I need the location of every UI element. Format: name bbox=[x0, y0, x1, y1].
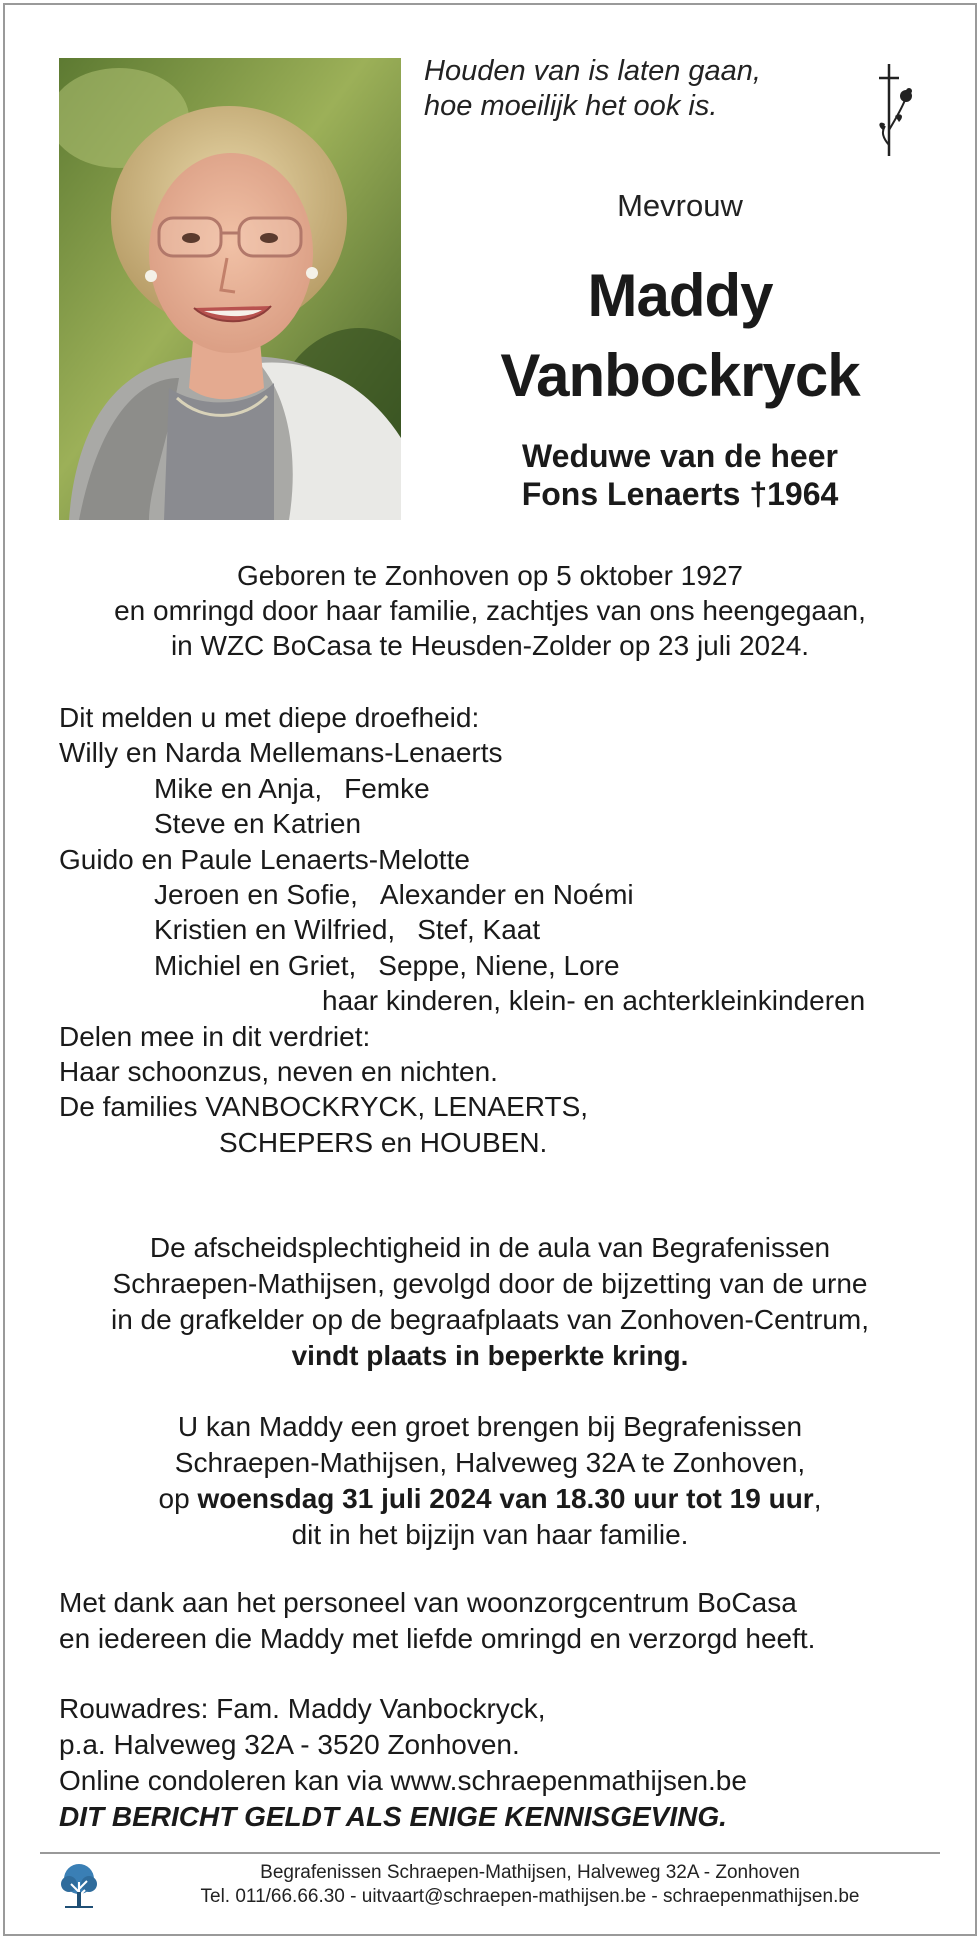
visit-line: U kan Maddy een groet brengen bij Begrafenissen bbox=[177, 1411, 803, 1442]
widow-line-1: Weduwe van de heer bbox=[522, 438, 838, 474]
tree-logo-icon bbox=[59, 1862, 99, 1908]
first-name: Maddy bbox=[587, 262, 773, 329]
poem bbox=[424, 54, 761, 124]
grandchildren-row: Jeroen en Sofie, Alexander en Noémi bbox=[154, 879, 634, 911]
visit-datetime: woensdag 31 juli 2024 van 18.30 uur tot 19 uur bbox=[197, 1483, 814, 1514]
ceremony-info bbox=[40, 1230, 940, 1374]
cross-with-rose-icon bbox=[875, 60, 923, 160]
footer-divider bbox=[40, 1852, 940, 1854]
ceremony-line: in de grafkelder op de begraafplaats van Zonhoven-Centrum, bbox=[110, 1304, 870, 1335]
born-line-3: in WZC BoCasa te Heusden-Zolder op 23 juli 2024. bbox=[170, 630, 810, 661]
inlaws: Haar schoonzus, neven en nichten. bbox=[59, 1056, 498, 1088]
families-line-2: SCHEPERS en HOUBEN. bbox=[219, 1126, 548, 1158]
footer-line-1: Begrafenissen Schraepen-Mathijsen, Halveweg 32A - Zonhoven bbox=[260, 1862, 800, 1883]
birth-death-info bbox=[40, 558, 940, 663]
grandchildren-row: Steve en Katrien bbox=[154, 808, 362, 840]
visitation-info bbox=[40, 1409, 940, 1553]
branch-parents: Guido en Paule Lenaerts-Melotte bbox=[59, 843, 470, 875]
visit-line: Schraepen-Mathijsen, Halveweg 32A te Zonhoven, bbox=[174, 1447, 806, 1478]
funeral-home-footer bbox=[100, 1861, 960, 1909]
poem-line-2: hoe moeilijk het ook is. bbox=[424, 90, 718, 122]
widow-line-2: Fons Lenaerts †1964 bbox=[521, 476, 839, 512]
branch-parents: Willy en Narda Mellemans-Lenaerts bbox=[59, 737, 503, 769]
families-line-1: De families VANBOCKRYCK, LENAERTS, bbox=[59, 1091, 589, 1123]
condolence-link[interactable]: Online condoleren kan via www.schraepenmathijsen.be bbox=[59, 1765, 747, 1796]
born-line-2: en omringd door haar familie, zachtjes van ons heengegaan, bbox=[114, 595, 866, 626]
visit-line: dit in het bijzijn van haar familie. bbox=[291, 1519, 689, 1550]
family-intro: Dit melden u met diepe droefheid: bbox=[59, 702, 480, 733]
ceremony-restricted: vindt plaats in beperkte kring. bbox=[291, 1340, 689, 1371]
thanks-line: en iedereen die Maddy met liefde omringd en verzorgd heeft. bbox=[59, 1623, 816, 1654]
grandchildren-row: Kristien en Wilfried, Stef, Kaat bbox=[154, 914, 541, 946]
grandchildren-row: Michiel en Griet, Seppe, Niene, Lore bbox=[154, 949, 620, 981]
honorific: Mevrouw bbox=[617, 188, 743, 223]
share-intro: Delen mee in dit verdriet: bbox=[59, 1020, 371, 1052]
ceremony-line: De afscheidsplechtigheid in de aula van Begrafenissen bbox=[149, 1232, 831, 1263]
last-name: Vanbockryck bbox=[500, 342, 860, 409]
portrait-photo bbox=[59, 58, 401, 520]
family-list bbox=[59, 700, 865, 1160]
widow-of bbox=[420, 437, 940, 513]
address-line: p.a. Halveweg 32A - 3520 Zonhoven. bbox=[59, 1729, 520, 1760]
grandchildren-row: Mike en Anja, Femke bbox=[154, 772, 430, 804]
deceased-name bbox=[420, 256, 940, 416]
address-line: Rouwadres: Fam. Maddy Vanbockryck, bbox=[59, 1693, 546, 1724]
mourning-address bbox=[59, 1691, 747, 1835]
poem-line-1: Houden van is laten gaan, bbox=[424, 55, 761, 87]
footer-line-2: Tel. 011/66.66.30 - uitvaart@schraepen-mathijsen.be - schraepenmathijsen.be bbox=[200, 1886, 860, 1907]
thanks-line: Met dank aan het personeel van woonzorgcentrum BoCasa bbox=[59, 1587, 797, 1618]
ceremony-line: Schraepen-Mathijsen, gevolgd door de bijzetting van de urne bbox=[112, 1268, 868, 1299]
sole-notice: DIT BERICHT GELDT ALS ENIGE KENNISGEVING. bbox=[59, 1801, 727, 1832]
children-line: haar kinderen, klein- en achterkleinkinderen bbox=[322, 985, 866, 1017]
visit-when: op woensdag 31 juli 2024 van 18.30 uur tot 19 uur, bbox=[158, 1483, 822, 1514]
thanks bbox=[59, 1585, 815, 1657]
born-line-1: Geboren te Zonhoven op 5 oktober 1927 bbox=[237, 560, 743, 591]
